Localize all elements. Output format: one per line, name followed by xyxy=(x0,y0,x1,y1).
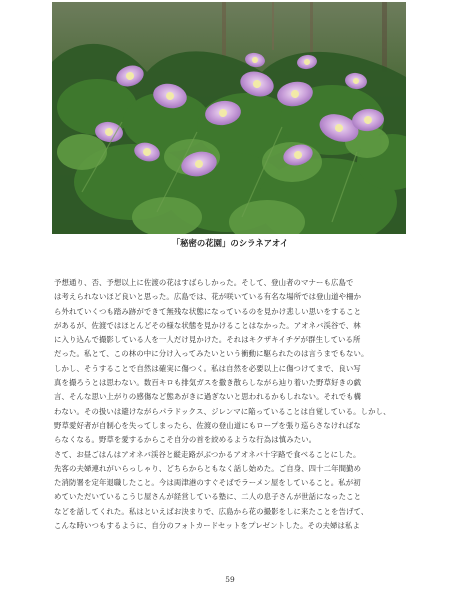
text-line: らなくなる。野草を愛するからこそ自分の首を絞めるような行為は慎みたい。 xyxy=(54,435,317,445)
text-line: 野草愛好者が自制心を失ってしまったら、佐渡の登山道にもロープを張り巡らさなければな xyxy=(54,420,361,430)
text-line: 先客の夫婦連れがいらっしゃり、どちらからともなく話し始めた。ご自身、四十二年間勤め xyxy=(54,463,362,473)
text-line: だった。私とて、この林の中に分け入ってみたいという衝動に駆られたのは言うまでもない。 xyxy=(54,349,369,359)
text-line: た消防署を定年退職したこと。今は両津港のすぐそばでラーメン屋をしていること。私が初 xyxy=(54,478,361,488)
text-line: 予想通り、否、予想以上に佐渡の花はすばらしかった。そして、登山者のマナーも広島で xyxy=(54,278,354,287)
text-line: に入り込んで撮影している人を一人だけ見かけた。それはキクザキイチゲが群生している所 xyxy=(54,335,361,345)
text-line: こんな時いつもするように、自分のフォトカードセットをプレゼントした。その夫婦は私よ xyxy=(54,521,361,531)
text-line: めていただいているこうじ屋さんが経営している塾に、二人の息子さんが世話になったこと xyxy=(54,492,362,502)
body-text xyxy=(54,276,406,533)
text-line: しかし、そうすることで自然は確実に傷つく。私は自然を必要以上に傷つけてまで、良い写 xyxy=(54,363,361,373)
page-number: 59 xyxy=(225,575,235,584)
text-line: わない。その扱いは避けながらパラドックス、ジレンマに陥っていることは自覚している。しかし、 xyxy=(54,406,391,416)
text-line: さて、お昼ごはんはアオネバ渓谷と縦走路がぶつかるアオネバ十字路で食べることにした。 xyxy=(54,449,361,459)
flower-photo xyxy=(52,2,406,234)
text-line: は考えられないほど良いと思った。広島では、花が咲いている有名な場所では登山道や柵か xyxy=(54,292,362,302)
figure-caption: 「秘密の花園」のシラネアオイ xyxy=(171,238,289,248)
text-line: 言、そんな思い上がりの感傷など態あがきに過ぎないと思われるかもしれない。それでも構 xyxy=(54,392,362,402)
text-line: があるが、佐渡ではほとんどその様な状態を見かけることはなかった。アオネバ渓谷で、林 xyxy=(54,320,361,330)
text-line: などを話してくれた。私はといえばお決まりで、広島から花の撮影をしに来たことを告げて、 xyxy=(54,506,369,516)
flower-illustration xyxy=(52,2,406,234)
text-line: 真を撮ろうとは思わない。数百キロも排気ガスを撒き散らしながら辿り着いた野草好きの戯 xyxy=(54,378,362,388)
text-line: ら外れていくつも踏み跡ができて無残な状態になっているのを見かけ悲しい思いをすること xyxy=(54,306,362,316)
